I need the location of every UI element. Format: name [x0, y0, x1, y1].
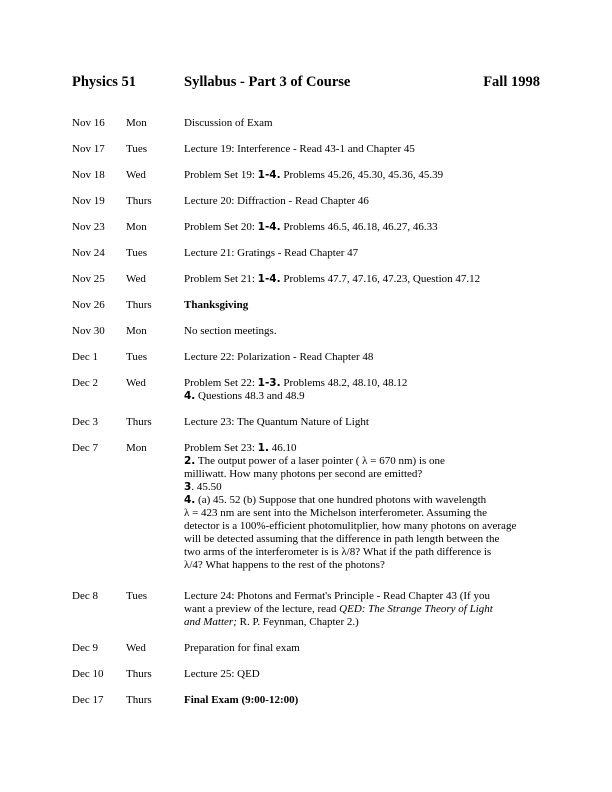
line-text: Discussion of Exam: [184, 117, 273, 129]
book-title: and Matter;: [184, 616, 237, 628]
book-title: QED: The Strange Theory of Light: [339, 603, 493, 615]
line-text: No section meetings.: [184, 325, 277, 337]
row-day: Mon: [126, 325, 147, 337]
description-line: [184, 377, 544, 390]
row-description: [184, 416, 544, 429]
line-text: Preparation for final exam: [184, 642, 300, 654]
line-text: Lecture 25: QED: [184, 668, 260, 680]
problem-number: 1-4.: [257, 221, 281, 233]
description-line: [184, 195, 544, 208]
line-text: Lecture 24: Photons and Fermat's Principle - Read Chapter 43 (If you: [184, 590, 490, 602]
row-date: Nov 23: [72, 221, 105, 233]
description-line: [184, 494, 544, 507]
row-date: Nov 30: [72, 325, 105, 337]
line-text: Problems 47.7, 47.16, 47.23, Question 47.12: [280, 273, 481, 285]
row-date: Dec 3: [72, 416, 98, 428]
description-line: [184, 455, 544, 468]
row-description: [184, 351, 544, 364]
description-line: [184, 642, 544, 655]
description-line: [184, 416, 544, 429]
line-text: two arms of the interferometer is is λ/8? What if the path difference is: [184, 546, 492, 558]
row-day: Tues: [126, 590, 147, 602]
description-line: [184, 299, 544, 312]
line-text: λ/4? What happens to the rest of the photons?: [184, 559, 385, 571]
row-day: Mon: [126, 221, 147, 233]
row-date: Nov 17: [72, 143, 105, 155]
description-line: [184, 694, 544, 707]
description-line: [184, 273, 544, 286]
row-description: [184, 299, 544, 312]
problem-number: 3: [184, 481, 192, 493]
description-line: [184, 590, 544, 603]
document-title: Syllabus - Part 3 of Course: [184, 74, 351, 90]
description-line: [184, 616, 544, 629]
row-date: Nov 16: [72, 117, 105, 129]
line-text: Problems 46.5, 46.18, 46.27, 46.33: [280, 221, 438, 233]
row-date: Nov 25: [72, 273, 105, 285]
line-text: (a) 45. 52 (b) Suppose that one hundred photons with wavelength: [195, 494, 487, 506]
line-text: 46.10: [268, 442, 297, 454]
description-line: [184, 481, 544, 494]
row-day: Wed: [126, 642, 146, 654]
description-line: [184, 559, 544, 572]
line-text: The output power of a laser pointer ( λ = 670 nm) is one: [195, 455, 445, 467]
bold-heading: Final Exam (9:00-12:00): [184, 694, 299, 706]
row-day: Mon: [126, 442, 147, 454]
row-date: Nov 24: [72, 247, 105, 259]
line-text: Problem Set 20:: [184, 221, 258, 233]
description-line: [184, 325, 544, 338]
row-description: [184, 590, 544, 629]
description-line: [184, 221, 544, 234]
row-date: Dec 2: [72, 377, 98, 389]
problem-number: 4.: [184, 390, 196, 402]
line-text: R. P. Feynman, Chapter 2.): [236, 616, 359, 628]
row-description: [184, 143, 544, 156]
row-day: Tues: [126, 143, 147, 155]
row-date: Dec 17: [72, 694, 104, 706]
row-day: Thurs: [126, 299, 152, 311]
row-description: [184, 273, 544, 286]
row-day: Tues: [126, 247, 147, 259]
term-label: Fall 1998: [483, 74, 540, 90]
line-text: Problems 45.26, 45.30, 45.36, 45.39: [280, 169, 444, 181]
row-description: [184, 221, 544, 234]
problem-number: 1-4.: [257, 169, 281, 181]
line-text: milliwatt. How many photons per second are emitted?: [184, 468, 423, 480]
line-text: Lecture 21: Gratings - Read Chapter 47: [184, 247, 359, 259]
row-date: Dec 8: [72, 590, 98, 602]
row-day: Wed: [126, 377, 146, 389]
line-text: Lecture 22: Polarization - Read Chapter 48: [184, 351, 374, 363]
row-date: Dec 1: [72, 351, 98, 363]
course-name: Physics 51: [72, 74, 137, 90]
description-line: [184, 442, 544, 455]
row-description: [184, 247, 544, 260]
row-date: Dec 7: [72, 442, 98, 454]
row-description: [184, 325, 544, 338]
line-text: Problem Set 19:: [184, 169, 258, 181]
problem-number: 1.: [257, 442, 269, 454]
description-line: [184, 520, 544, 533]
row-description: [184, 668, 544, 681]
line-text: detector is a 100%-efficient photomulitplier, how many photons on average: [184, 520, 517, 532]
row-day: Thurs: [126, 694, 152, 706]
line-text: Lecture 19: Interference - Read 43-1 and Chapter 45: [184, 143, 415, 155]
row-date: Dec 10: [72, 668, 104, 680]
description-line: [184, 390, 544, 403]
row-day: Mon: [126, 117, 147, 129]
row-description: [184, 195, 544, 208]
line-text: Lecture 20: Diffraction - Read Chapter 46: [184, 195, 369, 207]
problem-number: 2.: [184, 455, 196, 467]
row-day: Thurs: [126, 668, 152, 680]
row-date: Nov 26: [72, 299, 105, 311]
problem-number: 4.: [184, 494, 196, 506]
row-description: [184, 169, 544, 182]
row-date: Nov 18: [72, 169, 105, 181]
row-day: Tues: [126, 351, 147, 363]
line-text: Problem Set 23:: [184, 442, 258, 454]
line-text: will be detected assuming that the difference in path length between the: [184, 533, 500, 545]
description-line: [184, 169, 544, 182]
line-text: Problem Set 22:: [184, 377, 258, 389]
line-text: Problems 48.2, 48.10, 48.12: [280, 377, 408, 389]
description-line: [184, 603, 544, 616]
row-description: [184, 442, 544, 572]
description-line: [184, 117, 544, 130]
description-line: [184, 668, 544, 681]
row-description: [184, 642, 544, 655]
line-text: λ = 423 nm are sent into the Michelson interferometer. Assuming the: [184, 507, 487, 519]
description-line: [184, 533, 544, 546]
problem-number: 1-4.: [257, 273, 281, 285]
description-line: [184, 143, 544, 156]
description-line: [184, 351, 544, 364]
line-text: Questions 48.3 and 48.9: [195, 390, 305, 402]
row-day: Thurs: [126, 416, 152, 428]
description-line: [184, 507, 544, 520]
row-date: Dec 9: [72, 642, 98, 654]
bold-heading: Thanksgiving: [184, 299, 249, 311]
problem-number: 1-3.: [257, 377, 281, 389]
description-line: [184, 546, 544, 559]
description-line: [184, 247, 544, 260]
row-description: [184, 694, 544, 707]
line-text: Problem Set 21:: [184, 273, 258, 285]
line-text: . 45.50: [191, 481, 222, 493]
description-line: [184, 468, 544, 481]
row-description: [184, 377, 544, 403]
row-description: [184, 117, 544, 130]
page-header: [72, 74, 542, 94]
row-date: Nov 19: [72, 195, 105, 207]
line-text: Lecture 23: The Quantum Nature of Light: [184, 416, 369, 428]
row-day: Wed: [126, 169, 146, 181]
line-text: want a preview of the lecture, read: [184, 603, 340, 615]
row-day: Thurs: [126, 195, 152, 207]
row-day: Wed: [126, 273, 146, 285]
